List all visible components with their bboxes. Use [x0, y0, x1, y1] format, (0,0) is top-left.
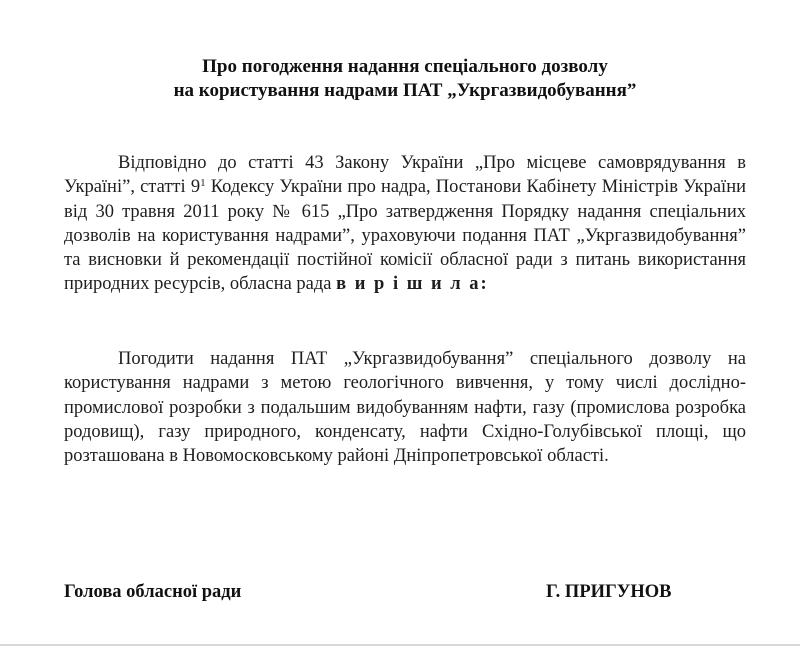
preamble-paragraph — [64, 151, 746, 297]
signature-position: Голова обласної ради — [64, 582, 242, 602]
title-line-2: на користування надрами ПАТ „Укргазвидобування” — [173, 80, 637, 101]
decision-word: в и р і ш и л а: — [336, 274, 489, 295]
title-line-1: Про погодження надання спеціального дозволу — [202, 56, 608, 77]
preamble-text-part1: Відповідно до статті 43 Закону України „Про місцеве самоврядування в Україні”, статті 9 — [64, 153, 746, 198]
signature-name: Г. ПРИГУНОВ — [546, 582, 672, 602]
resolution-paragraph: Погодити надання ПАТ „Укргазвидобування” спеціального дозволу на користування надрами з метою геологічного вивчення, у тому числі дослідно-промислової розробки з подальшим видобуванням нафти, газу (промислова розробка родовищ), газу природного, конденсату, нафти Східно-Голубівської площі, що розташована в Новомосковському районі Дніпропетровської області. — [64, 349, 746, 467]
preamble-text-part2: Кодексу України про надра, Постанови Кабінету Міністрів України від 30 травня 2011 року № 615 „Про затвердження Порядку надання спеціальних дозволів на користування надрами”, ураховуючи подання ПАТ „Укргазвидобування” та висновки й рекомендації постійної комісії обласної ради з питань використання природних ресурсів, обласна рада — [64, 177, 746, 295]
document-title — [60, 55, 750, 103]
article-superscript: 1 — [200, 177, 206, 190]
